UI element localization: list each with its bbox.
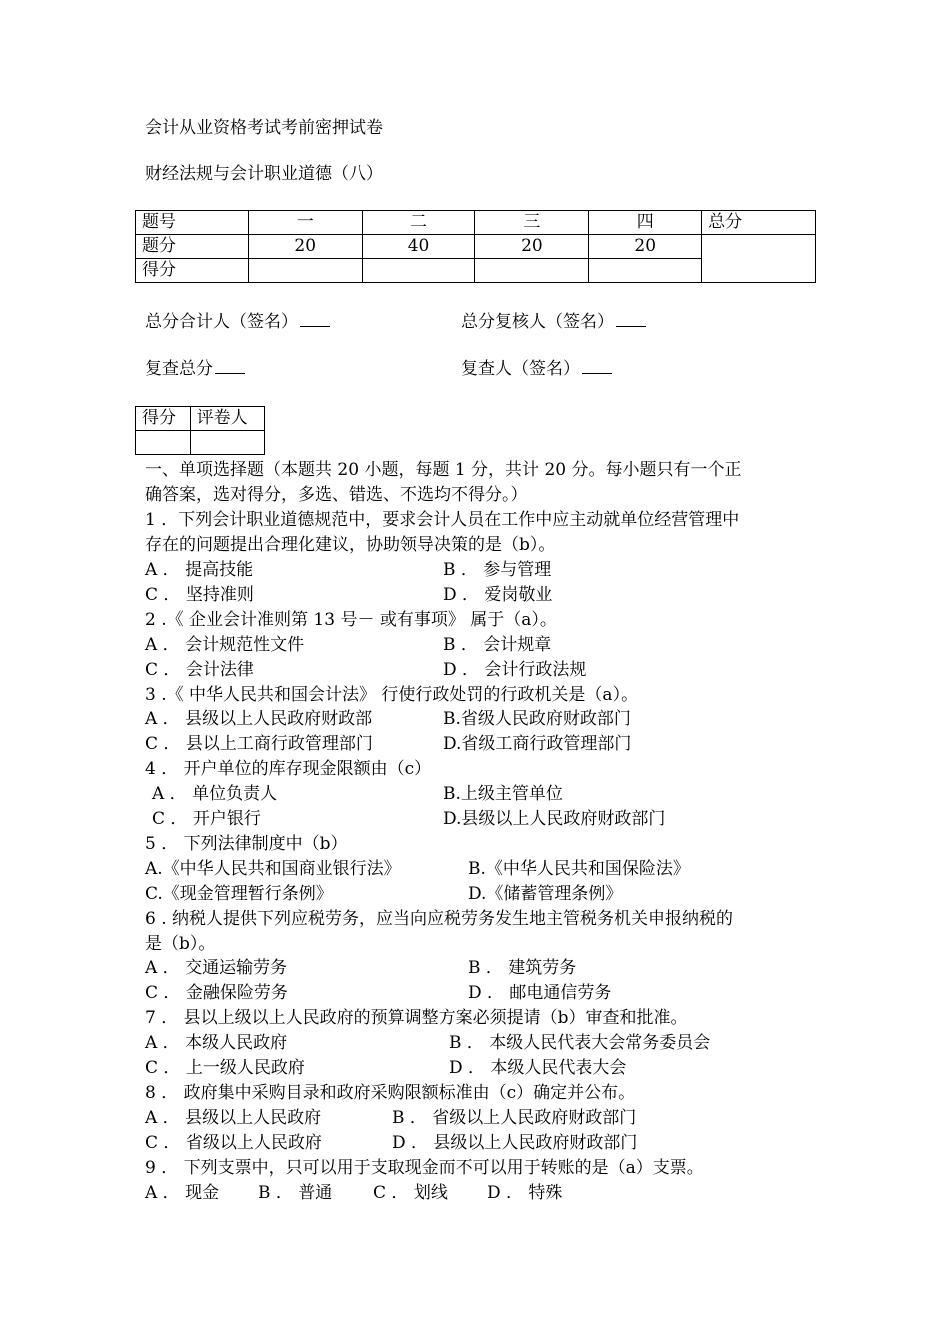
total-counter-signature [145, 312, 330, 332]
question-4-line1: 4 ． 开户单位的库存现金限额由（c） [145, 759, 432, 779]
q9-option-c: C ． 划线 [373, 1183, 448, 1203]
score-table-value-row [136, 235, 816, 259]
q9-option-a: A ． 现金 [145, 1183, 220, 1203]
row-label-score: 题分 [136, 235, 249, 259]
header-cell-4: 四 [589, 211, 702, 235]
grader-table [135, 406, 265, 455]
q4-option-a: A ． 单位负责人 [152, 784, 278, 804]
question-2-line1: 2 .《 企业会计准则第 13 号－ 或有事项》 属于（a）。 [145, 610, 557, 630]
grader-score-label: 得分 [136, 407, 191, 431]
q9-option-d: D ． 特殊 [487, 1183, 563, 1203]
score-value-1: 20 [248, 235, 362, 259]
question-6-line2: 是（b）。 [145, 934, 216, 954]
q3-option-b: B.省级人民政府财政部门 [443, 709, 631, 729]
exam-title: 会计从业资格考试考前密押试卷 [145, 118, 383, 138]
q5-option-c: C.《现金管理暂行条例》 [145, 884, 333, 904]
q5-option-d: D.《储蓄管理条例》 [468, 884, 623, 904]
total-counter-label: 总分合计人（签名） [145, 312, 298, 332]
q7-option-c: C ． 上一级人民政府 [145, 1058, 305, 1078]
q6-option-a: A ． 交通运输劳务 [145, 958, 288, 978]
header-cell-1: 一 [248, 211, 362, 235]
rechecker-signature [461, 359, 612, 379]
q5-option-a: A.《中华人民共和国商业银行法》 [145, 859, 401, 879]
recheck-total-label: 复查总分 [145, 359, 213, 379]
total-counter-blank[interactable] [300, 312, 330, 327]
q3-option-c: C ． 县以上工商行政管理部门 [145, 734, 373, 754]
score-value-2: 40 [362, 235, 475, 259]
q7-option-b: B ． 本级人民代表大会常务委员会 [449, 1033, 711, 1053]
total-reviewer-blank[interactable] [616, 312, 646, 327]
score-value-4: 20 [589, 235, 702, 259]
q8-option-d: D ． 县级以上人民政府财政部门 [392, 1133, 638, 1153]
q8-option-c: C ． 省级以上人民政府 [145, 1133, 322, 1153]
header-cell-3: 三 [475, 211, 589, 235]
got-cell-1[interactable] [248, 259, 362, 283]
recheck-total-signature [145, 359, 245, 379]
q3-option-a: A ． 县级以上人民政府财政部 [145, 709, 373, 729]
question-9-line1: 9 ． 下列支票中，只可以用于支取现金而不可以用于转账的是（a）支票。 [145, 1158, 704, 1178]
q2-option-a: A ． 会计规范性文件 [145, 635, 305, 655]
section1-intro-line2: 确答案，选对得分，多选、错选、不选均不得分。） [145, 485, 528, 505]
q1-option-d: D ． 爱岗敬业 [443, 585, 553, 605]
score-value-3: 20 [475, 235, 589, 259]
q4-option-b: B.上级主管单位 [443, 784, 563, 804]
header-cell-number: 题号 [136, 211, 249, 235]
header-cell-total: 总分 [702, 211, 816, 235]
question-3-line1: 3 .《 中华人民共和国会计法》 行使行政处罚的行政机关是（a）。 [145, 685, 639, 705]
q8-option-b: B ． 省级以上人民政府财政部门 [392, 1108, 637, 1128]
total-score-cell[interactable] [702, 235, 816, 283]
question-1-line1: 1 ．下列会计职业道德规范中，要求会计人员在工作中应主动就单位经营管理中 [145, 510, 740, 530]
q8-option-a: A ． 县级以上人民政府 [145, 1108, 322, 1128]
score-table [135, 210, 816, 283]
grader-label: 评卷人 [190, 407, 264, 431]
grader-score-cell[interactable] [136, 431, 191, 455]
header-cell-2: 二 [362, 211, 475, 235]
total-reviewer-signature [461, 312, 646, 332]
q7-option-a: A ． 本级人民政府 [145, 1033, 288, 1053]
exam-subtitle: 财经法规与会计职业道德（八） [145, 164, 383, 184]
score-table-header-row [136, 211, 816, 235]
rechecker-blank[interactable] [582, 359, 612, 374]
q3-option-d: D.省级工商行政管理部门 [443, 734, 632, 754]
grader-name-cell[interactable] [190, 431, 264, 455]
q2-option-b: B ． 会计规章 [443, 635, 552, 655]
q7-option-d: D ． 本级人民代表大会 [449, 1058, 627, 1078]
got-cell-2[interactable] [362, 259, 475, 283]
section1-intro-line1: 一、单项选择题（本题共 20 小题，每题 1 分，共计 20 分。每小题只有一个正 [145, 460, 742, 480]
q9-option-b: B ． 普通 [258, 1183, 333, 1203]
question-7-line1: 7 ． 县以上级以上人民政府的预算调整方案必须提请（b）审查和批准。 [145, 1008, 688, 1028]
total-reviewer-label: 总分复核人（签名） [461, 312, 614, 332]
q4-option-c: C ． 开户银行 [152, 809, 261, 829]
rechecker-label: 复查人（签名） [461, 359, 580, 379]
question-6-line1: 6 . 纳税人提供下列应税劳务，应当向应税劳务发生地主管税务机关申报纳税的 [145, 909, 734, 929]
q6-option-b: B ． 建筑劳务 [468, 958, 577, 978]
question-1-line2: 存在的问题提出合理化建议，协助领导决策的是（b）。 [145, 535, 556, 555]
q1-option-a: A ． 提高技能 [145, 560, 254, 580]
q5-option-b: B.《中华人民共和国保险法》 [468, 859, 690, 879]
q6-option-d: D ． 邮电通信劳务 [468, 983, 612, 1003]
q1-option-b: B ． 参与管理 [443, 560, 552, 580]
row-label-got: 得分 [136, 259, 249, 283]
q1-option-c: C ． 坚持准则 [145, 585, 254, 605]
recheck-total-blank[interactable] [215, 359, 245, 374]
question-5-line1: 5 ． 下列法律制度中（b） [145, 834, 348, 854]
q6-option-c: C ． 金融保险劳务 [145, 983, 288, 1003]
question-8-line1: 8 ． 政府集中采购目录和政府采购限额标准由（c）确定并公布。 [145, 1083, 636, 1103]
q2-option-c: C ． 会计法律 [145, 660, 254, 680]
q4-option-d: D.县级以上人民政府财政部门 [443, 809, 666, 829]
q2-option-d: D ． 会计行政法规 [443, 660, 587, 680]
got-cell-3[interactable] [475, 259, 589, 283]
got-cell-4[interactable] [589, 259, 702, 283]
